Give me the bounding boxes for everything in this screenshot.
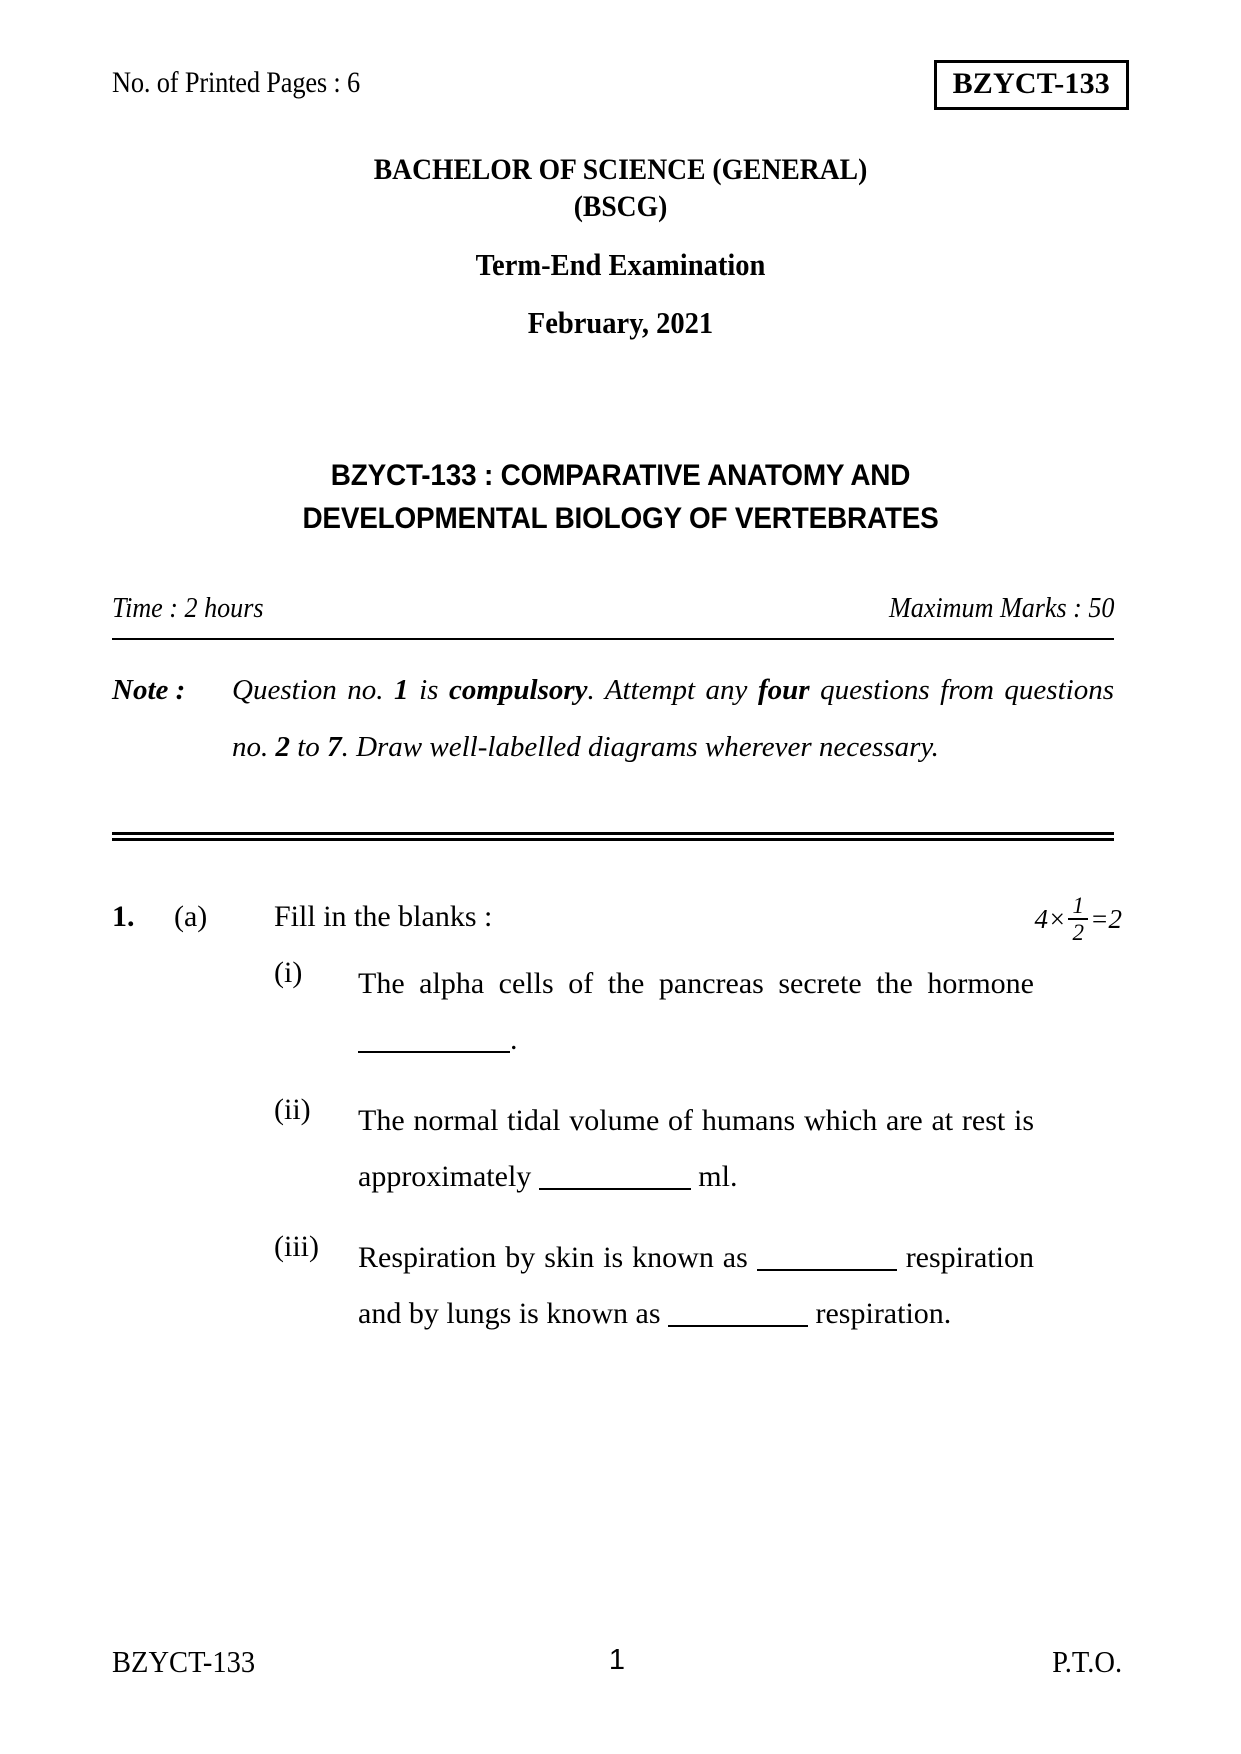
note-text — [232, 662, 1114, 776]
note-bold-to-question: 7 — [327, 730, 342, 763]
course-title — [112, 455, 1129, 540]
question-part-label: (a) — [174, 900, 208, 933]
note-part-5: to — [290, 730, 328, 763]
note-bold-question-number: 1 — [394, 674, 409, 706]
note-part-1: Question no. — [232, 674, 395, 706]
marks-total: =2 — [1090, 903, 1122, 934]
page-header — [112, 60, 1129, 116]
sub-item-text-after: respiration. — [808, 1296, 952, 1330]
sub-item — [274, 956, 1122, 1067]
note-bold-from-question: 2 — [275, 730, 290, 763]
sub-item — [274, 1230, 1122, 1341]
exam-session: February, 2021 — [527, 305, 714, 341]
exam-type-title: Term-End Examination — [475, 247, 766, 283]
exam-note — [112, 662, 1114, 776]
footer-pto-label: P.T.O. — [1052, 1644, 1122, 1679]
degree-abbreviation: (BSCG) — [573, 189, 668, 223]
footer-course-code: BZYCT-133 — [112, 1644, 256, 1679]
note-bold-four: four — [757, 674, 810, 706]
sub-item-text-after: ml. — [690, 1159, 738, 1193]
exam-heading-block — [112, 152, 1129, 341]
fill-in-blank — [539, 1188, 691, 1190]
printed-pages-label: No. of Printed Pages : 6 — [112, 66, 361, 99]
sub-item-text — [358, 1093, 1034, 1204]
sub-item-label: (iii) — [274, 1230, 319, 1263]
exam-duration: Time : 2 hours — [112, 592, 264, 624]
page-footer — [112, 1644, 1122, 1690]
questions-area — [112, 893, 1122, 1367]
header-divider-rule — [112, 638, 1114, 640]
sub-item-text-before: Respiration by skin is known as — [358, 1241, 757, 1274]
footer-page-number: 1 — [608, 1644, 626, 1676]
exam-meta-row — [112, 592, 1114, 638]
note-part-6: . Draw well-labelled diagrams wherever necessary. — [341, 730, 939, 763]
sub-item-text — [358, 956, 1034, 1067]
note-bold-compulsory: compulsory — [448, 674, 588, 706]
sub-item-label: (ii) — [274, 1093, 311, 1126]
sub-item-text-middle: respiration and by lungs is known as — [358, 1241, 1034, 1330]
degree-title: BACHELOR OF SCIENCE (GENERAL) — [373, 153, 868, 186]
marks-fraction — [1068, 894, 1088, 944]
sub-item-text-before: The alpha cells of the pancreas secrete the hormone — [358, 967, 1034, 1000]
fill-in-blank — [668, 1325, 808, 1327]
course-code-box: BZYCT-133 — [934, 60, 1129, 110]
sub-item — [274, 1093, 1122, 1204]
note-part-2: is — [408, 674, 449, 706]
question-marks — [1035, 894, 1122, 944]
note-divider-double-rule — [112, 832, 1114, 841]
sub-item-text — [358, 1230, 1034, 1341]
course-title-line-2: DEVELOPMENTAL BIOLOGY OF VERTEBRATES — [302, 501, 939, 535]
fraction-denominator: 2 — [1072, 920, 1085, 945]
marks-multiplier: 4× — [1034, 903, 1067, 934]
fill-in-blank — [757, 1269, 897, 1271]
question-number: 1. — [112, 900, 135, 933]
sub-item-text-after: . — [510, 1022, 518, 1056]
note-part-3: . Attempt any — [587, 674, 758, 706]
note-label: Note : — [112, 674, 186, 706]
sub-item-label: (i) — [274, 956, 303, 989]
course-title-line-1: BZYCT-133 : COMPARATIVE ANATOMY AND — [330, 459, 911, 492]
fill-in-blank — [358, 1051, 510, 1053]
sub-item-text-before: The normal tidal volume of humans which are at rest is approximately — [358, 1104, 1034, 1193]
fraction-numerator: 1 — [1072, 893, 1085, 918]
question-text: Fill in the blanks : — [274, 900, 493, 933]
maximum-marks: Maximum Marks : 50 — [888, 592, 1114, 624]
question-sub-items — [274, 956, 1122, 1341]
question-row — [112, 893, 1122, 945]
note-part-4: questions from questions no. — [232, 674, 1114, 763]
